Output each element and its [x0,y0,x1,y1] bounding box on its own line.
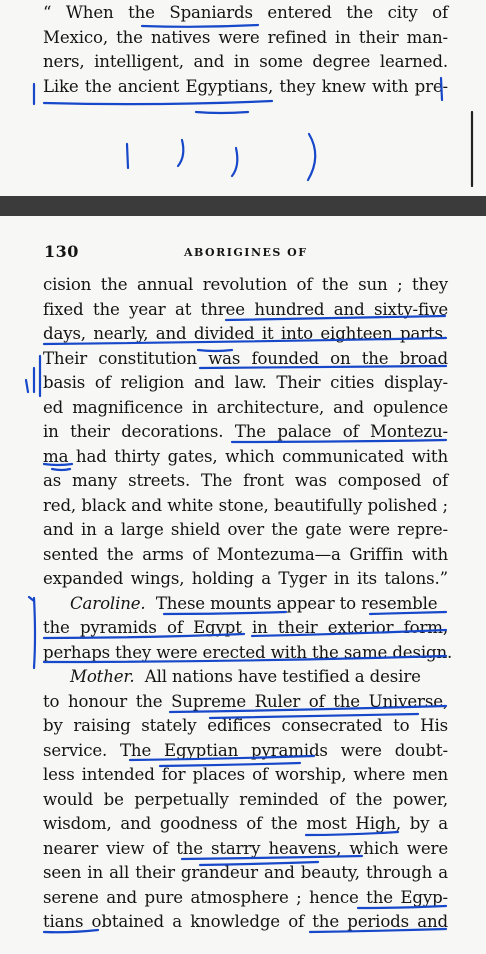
text-line: ma had thirty gates, which communicated with [43,447,448,466]
speaker-mother: Mother. [70,667,135,686]
caroline-speech: These mounts appear to resemble [155,594,438,613]
text-line: and in a large shield over the gate were repre- [43,520,448,539]
text-line: Like the ancient Egyptians, they knew with pre- [43,77,448,96]
text-line: as many streets. The front was composed of [43,471,448,490]
margin-bar-caroline [34,598,35,668]
text-line: expanded wings, holding a Tyger in its talons.” [43,569,448,588]
text-line: Their constitution was founded on the broad [43,349,448,368]
text-line-mother [70,666,448,688]
running-head: ABORIGINES OF [184,246,308,259]
tick-mark-3 [232,148,237,176]
text-line: ners, intelligent, and in some degree learned. [43,52,448,71]
text-line: nearer view of the starry heavens, which were [43,839,448,858]
text-line: would be perpetually reminded of the power, [43,790,448,809]
text-line-caroline [70,593,448,615]
text-line: wisdom, and goodness of the most High, by a [43,814,448,833]
text-line: by raising stately edifices consecrated to His [43,716,448,735]
text-line: tians obtained a knowledge of the periods and [43,912,448,931]
tick-mark-2 [178,140,183,166]
tick-mark-4 [308,134,315,180]
tick-mark-1 [127,144,128,168]
text-line: Mexico, the natives were refined in their man- [43,28,448,47]
text-line: seen in all their grandeur and beauty, through a [43,863,448,882]
text-line: to honour the Supreme Ruler of the Universe, [43,692,448,711]
page-number: 130 [44,242,79,261]
margin-mark-small [26,380,28,392]
text-line: red, black and white stone, beautifully polished ; [43,496,448,515]
text-line: cision the annual revolution of the sun ; they [43,275,448,294]
page-divider [0,196,486,216]
underline-ancient-egyptians [44,101,272,104]
text-line: basis of religion and law. Their cities display- [43,373,448,392]
text-line: fixed the year at three hundred and sixty-five [43,300,448,319]
text-line: less intended for places of worship, where men [43,765,448,784]
text-line: service. The Egyptian pyramids were doubt- [43,741,448,760]
text-line: ed magnificence in architecture, and opulence [43,398,448,417]
text-line: perhaps they were erected with the same design. [43,643,453,662]
text-line: “ When the Spaniards entered the city of [43,3,448,22]
text-line: days, nearly, and divided it into eighteen parts. [43,324,448,343]
text-line: sented the arms of Montezuma—a Griffin with [43,545,448,564]
text-line: the pyramids of Egypt in their exterior form, [43,618,448,637]
margin-tick-caroline [29,597,34,601]
page-130 [0,216,486,954]
underline-small [196,112,248,113]
text-line: serene and pure atmosphere ; hence the Egyp- [43,888,448,907]
text-line: in their decorations. The palace of Montezu- [43,422,448,441]
speaker-caroline: Caroline. [70,594,146,613]
top-page-fragment [0,0,486,196]
mother-speech: All nations have testified a desire [144,667,421,686]
